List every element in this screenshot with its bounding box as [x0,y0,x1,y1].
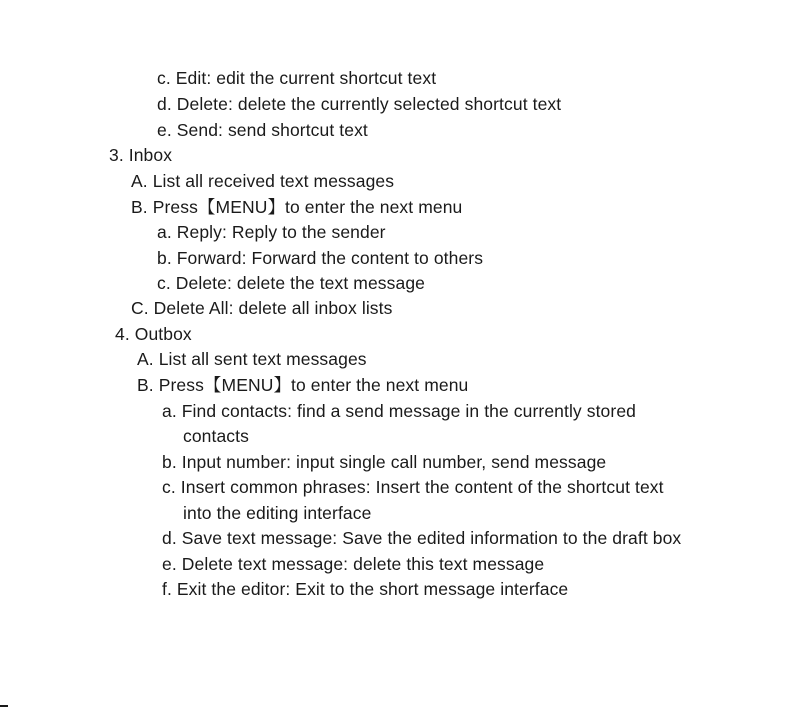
list-item-inbox-press-menu: B. Press【MENU】to enter the next menu [131,197,463,217]
list-item-input-number: b. Input number: input single call number, send message [162,452,607,472]
list-item-find-contacts-cont: contacts [183,426,249,446]
list-item-delete: d. Delete: delete the currently selected shortcut text [157,94,562,114]
list-item-forward: b. Forward: Forward the content to others [157,248,484,268]
list-item-delete-text-message: e. Delete text message: delete this text message [162,554,545,574]
list-item-insert-phrases-cont: into the editing interface [183,503,372,523]
list-item-find-contacts: a. Find contacts: find a send message in the currently stored [162,401,636,421]
list-item-outbox-list: A. List all sent text messages [137,349,367,369]
section-heading-inbox: 3. Inbox [109,145,173,165]
section-heading-outbox: 4. Outbox [115,324,192,344]
list-item-insert-phrases: c. Insert common phrases: Insert the content of the shortcut text [162,477,664,497]
list-item-edit: c. Edit: edit the current shortcut text [157,68,437,88]
list-item-send: e. Send: send shortcut text [157,120,368,140]
list-item-reply: a. Reply: Reply to the sender [157,222,386,242]
list-item-delete-all: C. Delete All: delete all inbox lists [131,298,393,318]
list-item-save-message: d. Save text message: Save the edited information to the draft box [162,528,682,548]
list-item-outbox-press-menu: B. Press【MENU】to enter the next menu [137,375,469,395]
list-item-exit-editor: f. Exit the editor: Exit to the short message interface [162,579,569,599]
list-item-inbox-list: A. List all received text messages [131,171,395,191]
list-item-delete-message: c. Delete: delete the text message [157,273,425,293]
